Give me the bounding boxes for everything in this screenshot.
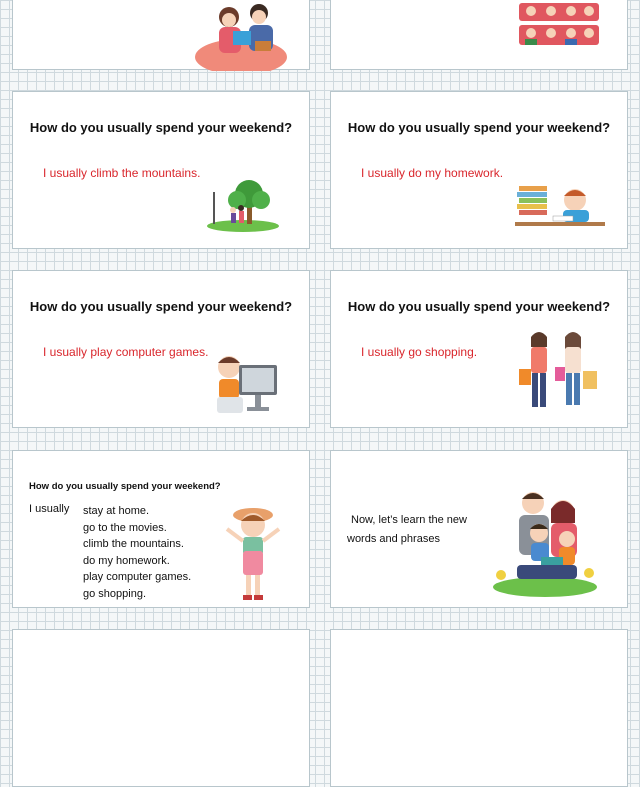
shopping-illustration: [511, 329, 601, 419]
card-homework: [330, 91, 628, 249]
card-family-reading: [12, 0, 310, 70]
card-next-right: [330, 629, 628, 787]
card-closing: [330, 450, 628, 608]
option-item: play computer games.: [83, 571, 192, 584]
summary-question: How do you usually spend your weekend?: [29, 481, 221, 492]
option-item: climb the mountains.: [83, 538, 184, 551]
card-games: [12, 270, 310, 428]
computer-games-illustration: [209, 351, 281, 419]
answer-text: I usually do my homework.: [361, 166, 504, 180]
option-item: stay at home.: [83, 505, 150, 517]
answer-text: I usually play computer games.: [43, 345, 209, 359]
question-text: How do you usually spend your weekend?: [29, 120, 293, 135]
summary-lead: I usually: [29, 503, 70, 515]
answer-text: I usually climb the mountains.: [43, 166, 201, 180]
climbing-illustration: [203, 176, 281, 234]
closing-line-1: Now, let’s learn the new: [351, 514, 467, 526]
card-shopping: [330, 270, 628, 428]
card-summary: [12, 450, 310, 608]
question-text: How do you usually spend your weekend?: [347, 299, 611, 314]
option-item: go shopping.: [83, 587, 146, 600]
options-list: [83, 503, 191, 603]
family-book-illustration: [489, 489, 601, 599]
question-text: How do you usually spend your weekend?: [29, 299, 293, 314]
family-reading-illustration: [193, 0, 293, 71]
closing-text: [347, 511, 467, 549]
card-next-left: [12, 629, 310, 787]
answer-text: I usually go shopping.: [361, 345, 478, 359]
option-item: go to the movies.: [83, 521, 167, 534]
option-item: do my homework.: [83, 554, 170, 567]
cinema-seats-illustration: [517, 0, 601, 51]
card-cinema: [330, 0, 628, 70]
homework-illustration: [513, 182, 607, 232]
card-climb: [12, 91, 310, 249]
question-text: How do you usually spend your weekend?: [347, 120, 611, 135]
closing-line-2: words and phrases: [347, 533, 440, 545]
girl-illustration: [221, 499, 285, 605]
